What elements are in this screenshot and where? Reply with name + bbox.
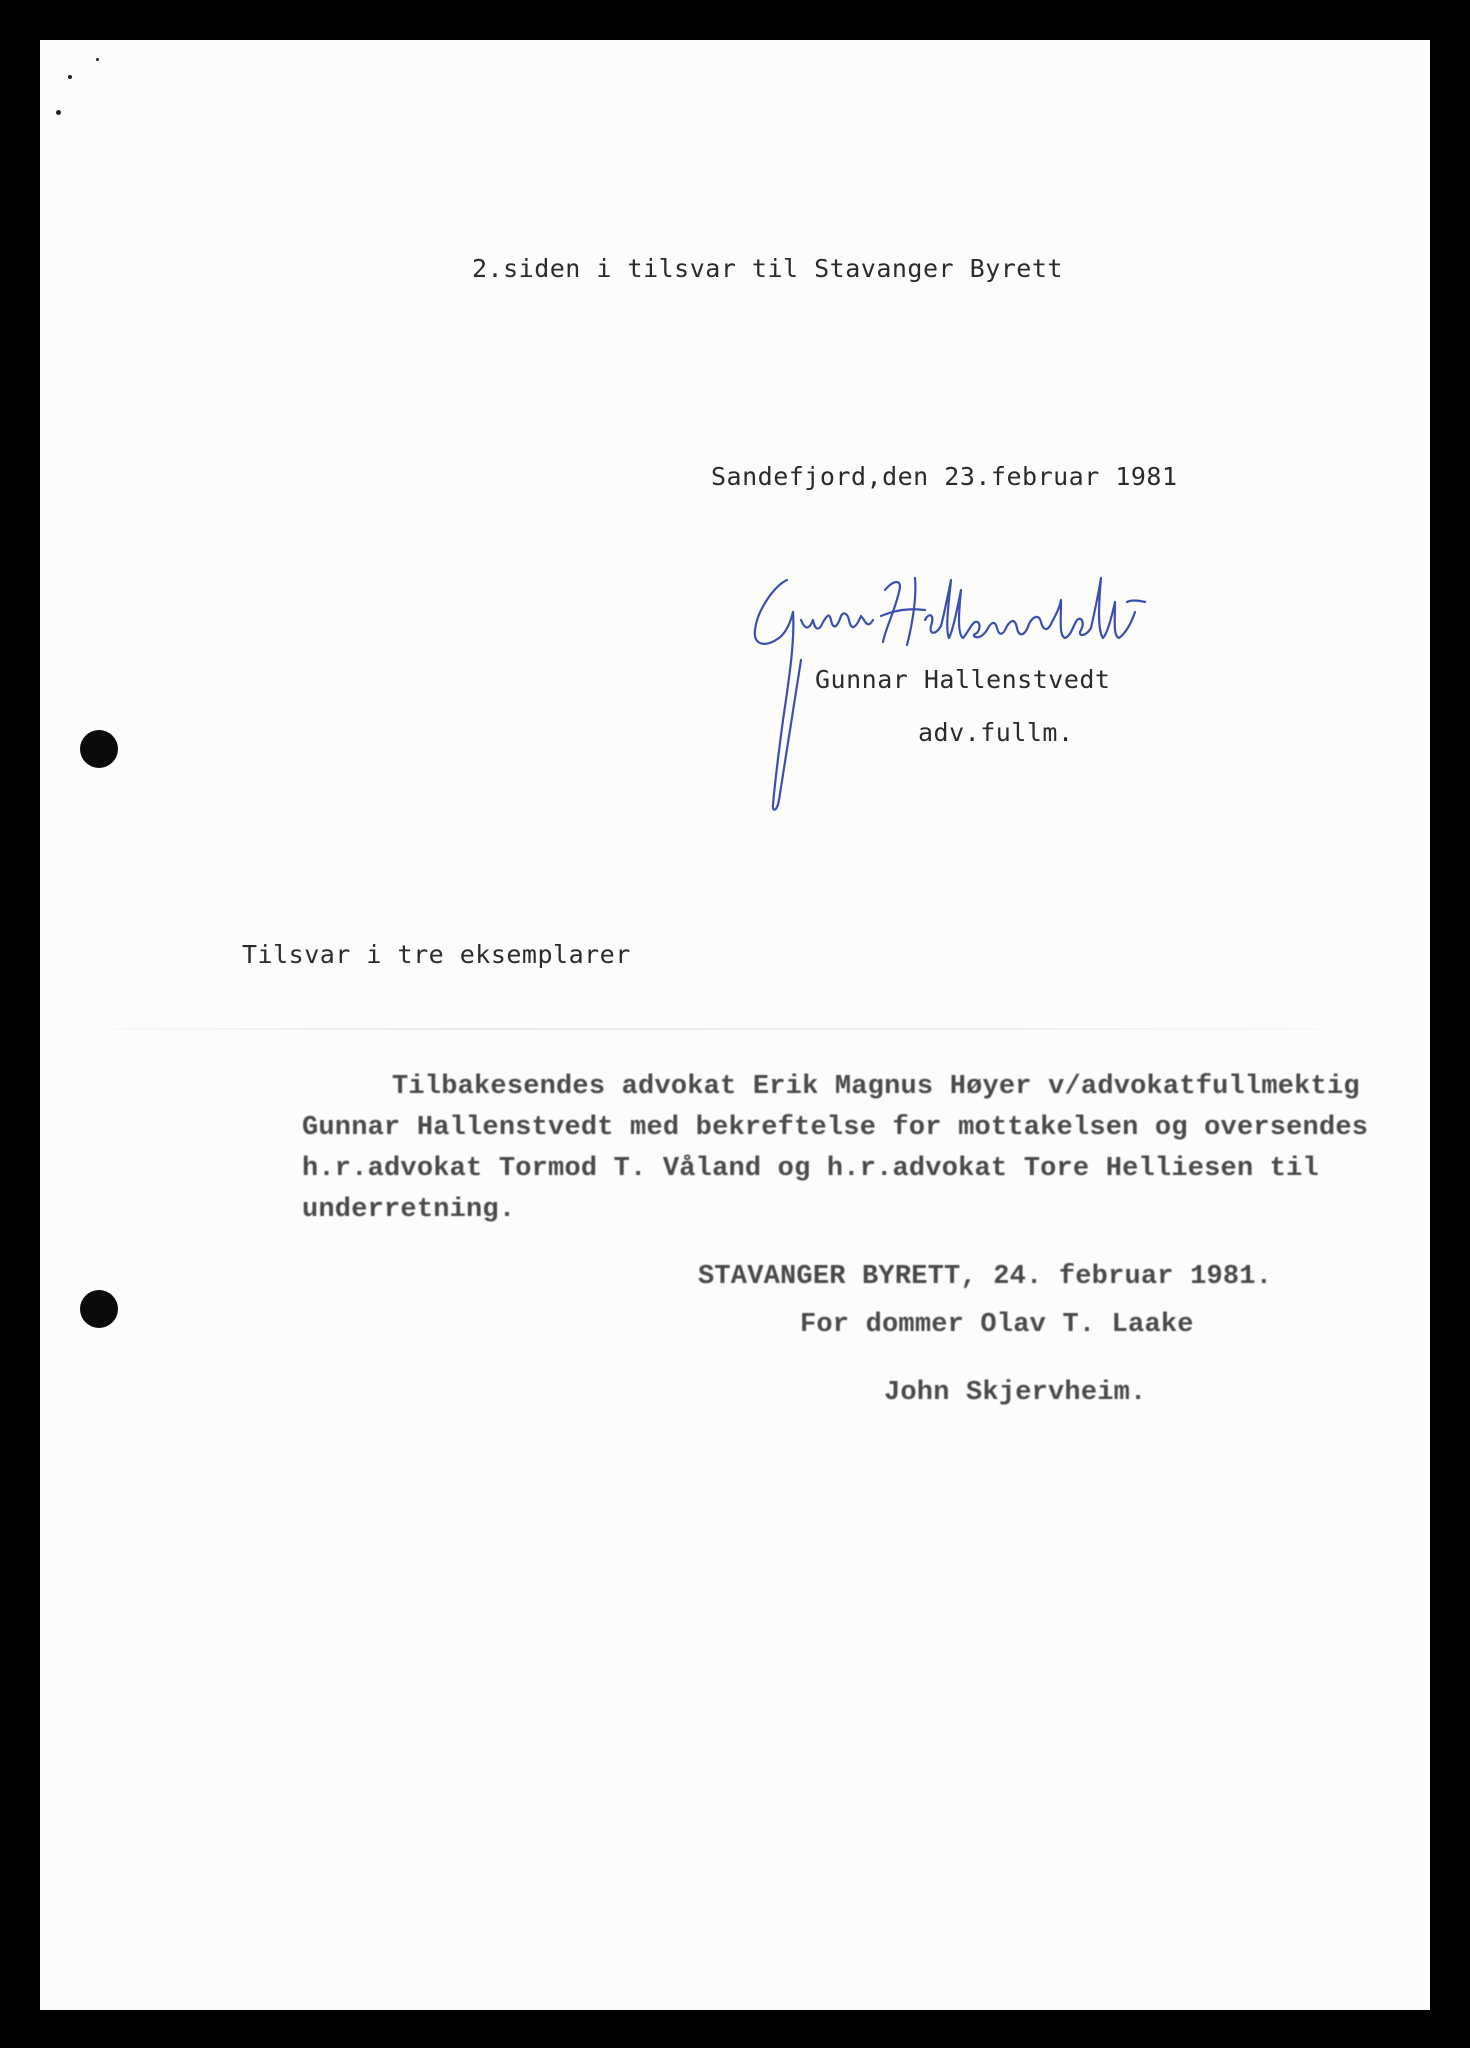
stamp-signer: John Skjervheim.: [884, 1378, 1147, 1408]
stamp-line-1: Tilbakesendes advokat Erik Magnus Høyer v/advokatfullmektig: [392, 1072, 1360, 1102]
dateline: Sandefjord,den 23.februar 1981: [711, 462, 1178, 491]
stamp-line-2: Gunnar Hallenstvedt med bekreftelse for mottakelsen og oversendes: [302, 1113, 1369, 1143]
signature-text: Gunnar Hallenstvedt: [735, 550, 746, 551]
speck-mark: [96, 58, 99, 61]
document-page: [40, 40, 1430, 2010]
signer-name: Gunnar Hallenstvedt: [815, 665, 1111, 694]
speck-mark: [68, 75, 72, 79]
stamp-for-judge: For dommer Olav T. Laake: [800, 1310, 1194, 1340]
punch-hole: [80, 1290, 118, 1328]
page-heading: 2.siden i tilsvar til Stavanger Byrett: [472, 254, 1063, 283]
copies-note: Tilsvar i tre eksemplarer: [242, 940, 631, 969]
stamp-line-3: h.r.advokat Tormod T. Våland og h.r.advokat Tore Helliesen til: [302, 1154, 1319, 1184]
stamp-place-date: STAVANGER BYRETT, 24. februar 1981.: [698, 1262, 1273, 1292]
speck-mark: [56, 110, 61, 115]
punch-hole: [80, 730, 118, 768]
stamp-line-4: underretning.: [302, 1195, 516, 1225]
fold-line: [40, 1028, 1430, 1030]
signer-title: adv.fullm.: [918, 718, 1074, 747]
